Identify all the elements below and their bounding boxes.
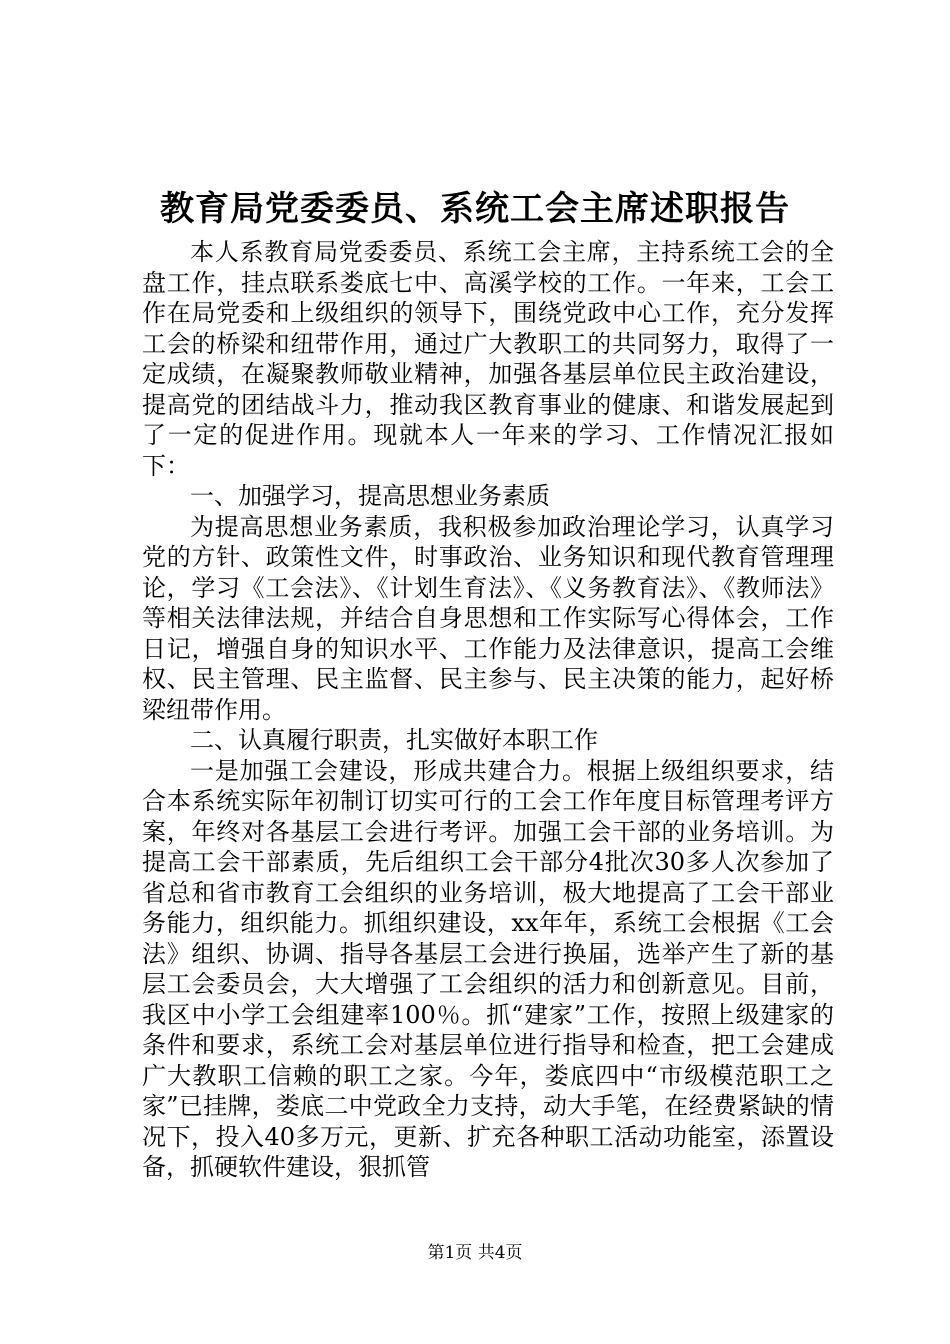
section-heading-study: 一、加强学习，提高思想业务素质: [190, 482, 550, 510]
page-footer: 第1页 共4页: [427, 1243, 523, 1263]
intro-paragraph: 本人系教育局党委委员、系统工会主席，主持系统工会的全盘工作，挂点联系娄底七中、高溪学校的工作。一年来，工会工作在局党委和上级组织的领导下，围绕党政中心工作，充分发挥工会的桥梁和纽带作用，通过广大教职工的共同努力，取得了一定成绩，在凝聚教师敬业精神，加强各基层单位民主政治建设，提高党的团结战斗力，推动我区教育事业的健康、和谐发展起到了一定的促进作用。现就本人一年来的学习、工作情况汇报如下：: [142, 238, 834, 480]
document-body: [142, 237, 834, 1183]
document-title: 教育局党委委员、系统工会主席述职报告: [160, 189, 790, 229]
section-heading-duties: 二、认真履行职责，扎实做好本职工作: [190, 726, 598, 754]
duties-paragraph: 一是加强工会建设，形成共建合力。根据上级组织要求，结合本系统实际年初制订切实可行的工会工作年度目标管理考评方案，年终对各基层工会进行考评。加强工会干部的业务培训。为提高工会干部素质，先后组织工会干部分4批次30多人次参加了省总和省市教育工会组织的业务培训，极大地提高了工会干部业务能力，组织能力。抓组织建设，xx年年，系统工会根据《工会法》组织、协调、指导各基层工会进行换届，选举产生了新的基层工会委员会，大大增强了工会组织的活力和创新意见。目前，我区中小学工会组建率100％。抓“建家”工作，按照上级建家的条件和要求，系统工会对基层单位进行指导和检查，把工会建成广大教职工信赖的职工之家。今年，娄底四中“市级模范职工之家”已挂牌，娄底二中党政全力支持，动大手笔，在经费紧缺的情况下，投入40多万元，更新、扩充各种职工活动功能室，添置设备，抓硬软件建设，狠抓管: [142, 756, 834, 1181]
study-paragraph: 为提高思想业务素质，我积极参加政治理论学习，认真学习党的方针、政策性文件，时事政治、业务知识和现代教育管理理论，学习《工会法》、《计划生育法》、《义务教育法》、《教师法》等相关法律法规，并结合自身思想和工作实际写心得体会，工作日记，增强自身的知识水平、工作能力及法律意识，提高工会维权、民主管理、民主监督、民主参与、民主决策的能力，起好桥梁纽带作用。: [142, 512, 834, 724]
